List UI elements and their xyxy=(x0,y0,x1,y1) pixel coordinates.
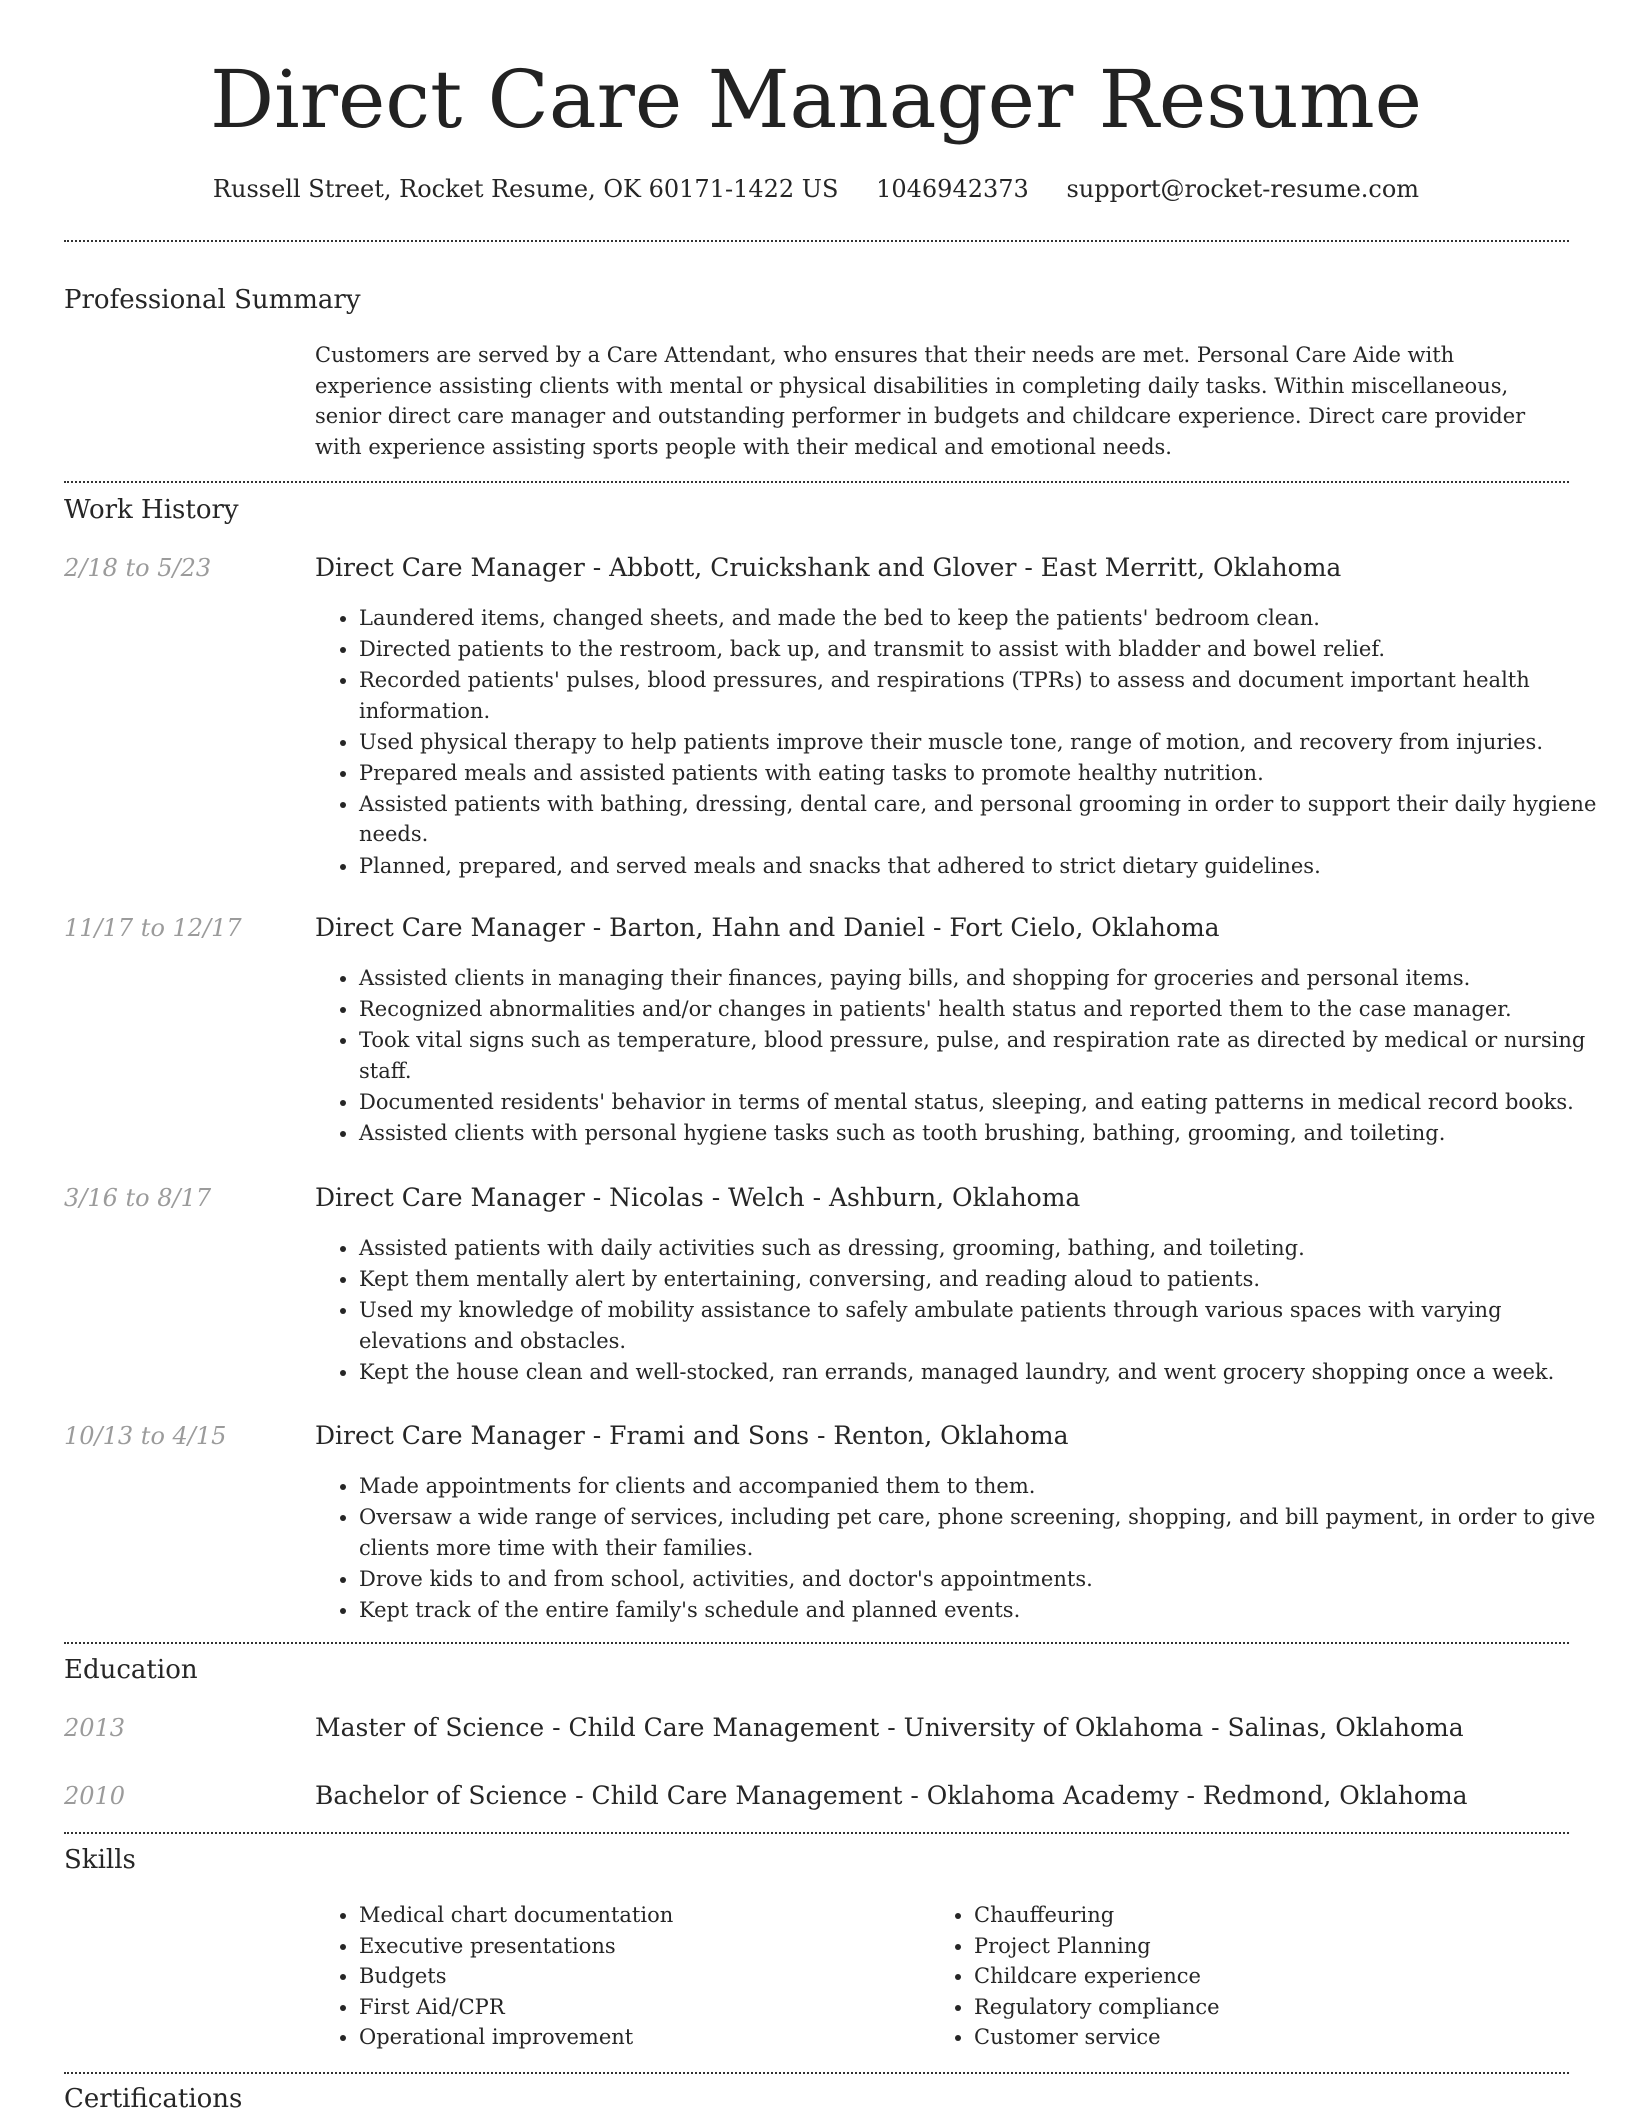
contact-address: Russell Street, Rocket Resume, OK 60171-1422 US xyxy=(212,175,839,203)
job-bullet: • Kept the house clean and well-stocked, ran errands, managed laundry, and went grocery shopping once a week. xyxy=(359,1357,1614,1388)
job-bullet: • Laundered items, changed sheets, and made the bed to keep the patients' bedroom clean. xyxy=(359,603,1614,634)
section-divider xyxy=(64,481,1569,483)
job-bullet: • Made appointments for clients and accompanied them to them. xyxy=(359,1471,1614,1502)
job-bullets xyxy=(315,963,1614,1149)
summary-text: Customers are served by a Care Attendant, who ensures that their needs are met. Personal Care Aide with experience assisting clients with mental or physical disabilities in completing daily tasks. Within miscellaneous, senior direct care manager and outstanding performer in budgets and childcare experience. Direct care provider with experience assisting sports people with their medical and emotional needs. xyxy=(315,343,1526,459)
job-bullets xyxy=(315,1471,1614,1626)
section-divider xyxy=(64,1832,1569,1834)
contact-email: support@rocket-resume.com xyxy=(1066,175,1420,203)
job-bullet: • Took vital signs such as temperature, blood pressure, pulse, and respiration rate as directed by medical or nursing staff. xyxy=(359,1025,1614,1086)
job-bullet: • Kept track of the entire family's schedule and planned events. xyxy=(359,1595,1614,1626)
job-bullet: • Used my knowledge of mobility assistance to safely ambulate patients through various spaces with varying elevations and obstacles. xyxy=(359,1295,1614,1356)
job-bullet: • Assisted patients with daily activities such as dressing, grooming, bathing, and toileting. xyxy=(359,1233,1614,1264)
job-date: 3/16 to 8/17 xyxy=(64,1184,212,1212)
skill-item: • Chauffeuring xyxy=(974,1900,1220,1931)
contact-phone: 1046942373 xyxy=(876,175,1029,203)
job-date: 10/13 to 4/15 xyxy=(64,1422,227,1450)
job-date: 11/17 to 12/17 xyxy=(64,914,242,942)
resume-title: Direct Care Manager Resume xyxy=(209,53,1423,146)
skills-list-left xyxy=(315,1900,673,2053)
skills-list-right xyxy=(930,1900,1220,2053)
education-title: Master of Science - Child Care Management - University of Oklahoma - Salinas, Oklahoma xyxy=(315,1713,1464,1742)
skill-item: • Regulatory compliance xyxy=(974,1992,1220,2023)
skill-item: • Customer service xyxy=(974,2022,1220,2053)
job-bullet: • Drove kids to and from school, activities, and doctor's appointments. xyxy=(359,1564,1614,1595)
education-date: 2010 xyxy=(64,1782,126,1810)
section-divider xyxy=(64,240,1569,242)
job-bullet: • Used physical therapy to help patients improve their muscle tone, range of motion, and recovery from injuries. xyxy=(359,727,1614,758)
job-bullet: • Assisted patients with bathing, dressing, dental care, and personal grooming in order to support their daily hygiene needs. xyxy=(359,789,1614,850)
job-bullet: • Prepared meals and assisted patients with eating tasks to promote healthy nutrition. xyxy=(359,758,1614,789)
education-title: Bachelor of Science - Child Care Management - Oklahoma Academy - Redmond, Oklahoma xyxy=(315,1781,1468,1810)
section-heading-skills: Skills xyxy=(64,1845,136,1875)
section-divider xyxy=(64,2072,1569,2074)
job-bullet: • Recorded patients' pulses, blood pressures, and respirations (TPRs) to assess and document important health information. xyxy=(359,665,1614,726)
contact-line xyxy=(0,170,1632,208)
job-bullets xyxy=(315,1233,1614,1388)
job-bullet: • Directed patients to the restroom, back up, and transmit to assist with bladder and bowel relief. xyxy=(359,634,1614,665)
job-title: Direct Care Manager - Nicolas - Welch - Ashburn, Oklahoma xyxy=(315,1183,1081,1212)
job-bullets xyxy=(315,603,1614,882)
section-divider xyxy=(64,1642,1569,1644)
job-title: Direct Care Manager - Barton, Hahn and Daniel - Fort Cielo, Oklahoma xyxy=(315,913,1220,942)
skill-item: • Executive presentations xyxy=(359,1931,673,1962)
section-heading-work-history: Work History xyxy=(64,495,239,525)
job-bullet: • Kept them mentally alert by entertaining, conversing, and reading aloud to patients. xyxy=(359,1264,1614,1295)
job-bullet: • Planned, prepared, and served meals and snacks that adhered to strict dietary guidelines. xyxy=(359,851,1614,882)
skill-item: • First Aid/CPR xyxy=(359,1992,673,2023)
section-heading-education: Education xyxy=(64,1655,198,1685)
job-bullet: • Assisted clients in managing their finances, paying bills, and shopping for groceries and personal items. xyxy=(359,963,1614,994)
education-date: 2013 xyxy=(64,1714,126,1742)
skill-item: • Budgets xyxy=(359,1961,673,1992)
skill-item: • Childcare experience xyxy=(974,1961,1220,1992)
job-bullet: • Recognized abnormalities and/or changes in patients' health status and reported them to the case manager. xyxy=(359,994,1614,1025)
skill-item: • Project Planning xyxy=(974,1931,1220,1962)
job-date: 2/18 to 5/23 xyxy=(64,554,212,582)
skill-item: • Operational improvement xyxy=(359,2022,673,2053)
job-title: Direct Care Manager - Frami and Sons - Renton, Oklahoma xyxy=(315,1421,1069,1450)
skill-item: • Medical chart documentation xyxy=(359,1900,673,1931)
job-title: Direct Care Manager - Abbott, Cruickshank and Glover - East Merritt, Oklahoma xyxy=(315,553,1342,582)
section-heading-summary: Professional Summary xyxy=(64,285,361,315)
job-bullet: • Documented residents' behavior in terms of mental status, sleeping, and eating patterns in medical record books. xyxy=(359,1087,1614,1118)
job-bullet: • Assisted clients with personal hygiene tasks such as tooth brushing, bathing, grooming, and toileting. xyxy=(359,1118,1614,1149)
section-heading-certifications: Certifications xyxy=(64,2084,243,2114)
job-bullet: • Oversaw a wide range of services, including pet care, phone screening, shopping, and bill payment, in order to give clients more time with their families. xyxy=(359,1502,1614,1563)
